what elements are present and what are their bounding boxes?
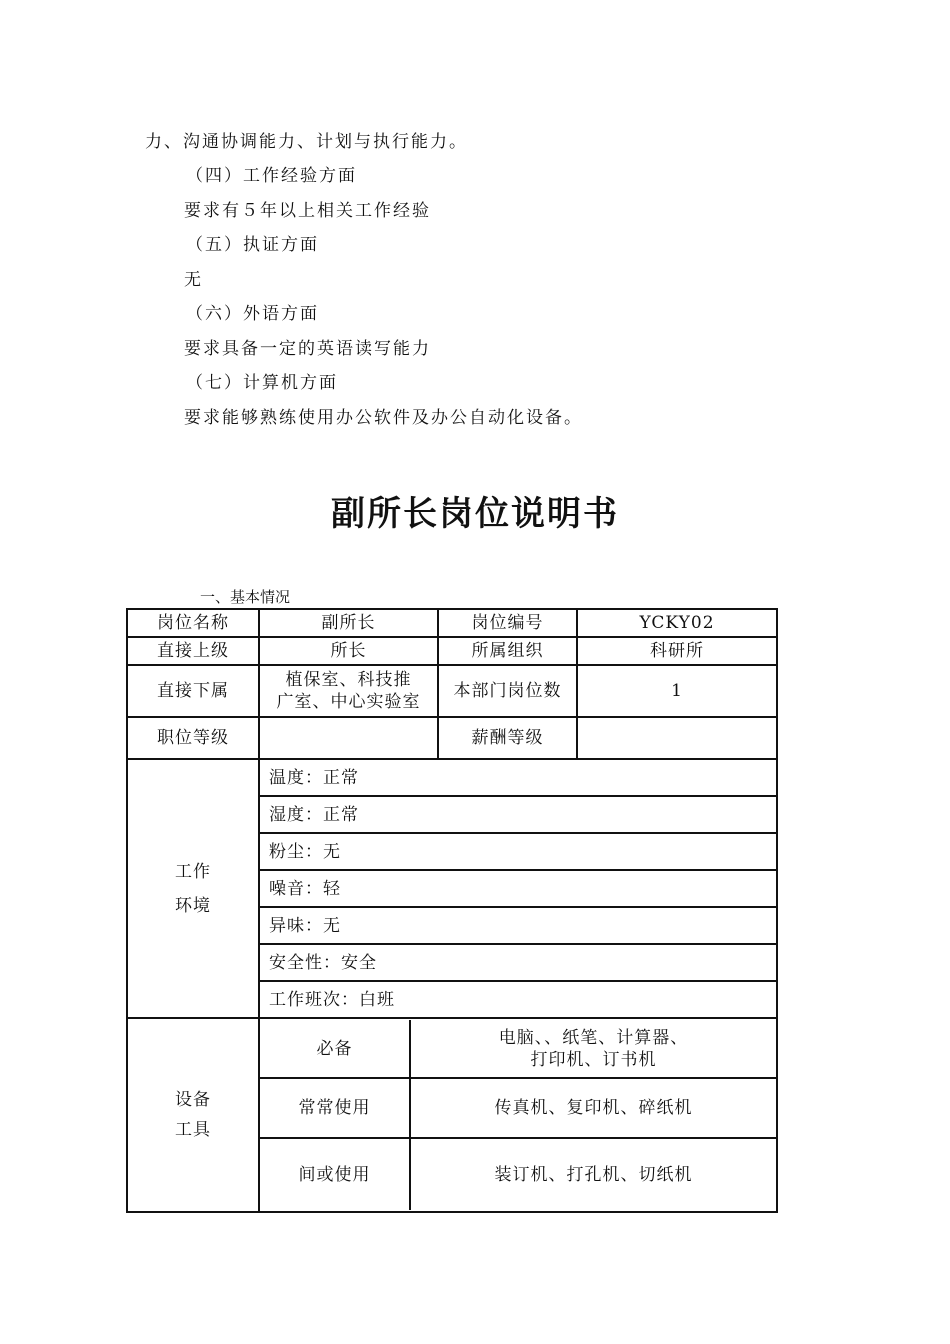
job-code-label: 岗位编号 [438,609,577,637]
subordinates-line: 广室、中心实验室 [276,692,421,712]
env-item: 工作班次：白班 [259,981,777,1018]
intro-line: 无 [184,270,203,290]
job-name-label: 岗位名称 [127,609,259,637]
intro-line: （五）执证方面 [186,235,319,255]
superior-label: 直接上级 [127,637,259,665]
superior-value: 所长 [259,637,438,665]
subordinates-label: 直接下属 [127,665,259,717]
intro-line: 要求有５年以上相关工作经验 [184,201,431,221]
equip-subtable-cell [259,1018,777,1212]
required-label: 必备 [260,1020,410,1078]
env-item: 温度：正常 [259,759,777,796]
document-title: 副所长岗位说明书 [331,494,619,534]
env-label-line: 环境 [175,895,211,916]
intro-line: （四）工作经验方面 [186,166,357,186]
section-heading: 一、基本情况 [200,588,291,606]
occasional-value: 装订机、打孔机、切纸机 [410,1138,776,1210]
env-item: 湿度：正常 [259,796,777,833]
job-info-table [126,608,778,1213]
equip-label [127,1018,259,1212]
equip-subtable [260,1020,776,1210]
grade-value [259,717,438,759]
intro-line: （六）外语方面 [186,304,319,324]
required-line: 电脑、、纸笔、计算器、 [498,1027,689,1048]
env-item: 安全性：安全 [259,944,777,981]
intro-line: 力、沟通协调能力、计划与执行能力。 [145,132,468,152]
required-value [410,1020,776,1078]
subordinates-line: 植保室、科技推 [285,670,412,690]
occasional-label: 间或使用 [260,1138,410,1210]
intro-line: 要求具备一定的英语读写能力 [184,339,431,359]
env-item: 异味：无 [259,907,777,944]
equip-label-line: 工具 [175,1120,211,1140]
required-line: 打印机、订书机 [530,1049,657,1070]
org-label: 所属组织 [438,637,577,665]
env-label [127,759,259,1018]
intro-line: 要求能够熟练使用办公软件及办公自动化设备。 [184,408,583,428]
org-value: 科研所 [577,637,777,665]
headcount-label: 本部门岗位数 [438,665,577,717]
intro-line: （七）计算机方面 [186,373,338,393]
env-label-line: 工作 [175,861,211,882]
frequent-value: 传真机、复印机、碎纸机 [410,1078,776,1138]
grade-label: 职位等级 [127,717,259,759]
frequent-label: 常常使用 [260,1078,410,1138]
env-item: 噪音：轻 [259,870,777,907]
salary-value [577,717,777,759]
subordinates-value [259,665,438,717]
job-name-value: 副所长 [259,609,438,637]
equip-label-line: 设备 [175,1090,211,1110]
headcount-value: 1 [577,665,777,717]
env-item: 粉尘：无 [259,833,777,870]
salary-label: 薪酬等级 [438,717,577,759]
job-code-value: YCKY02 [577,609,777,637]
